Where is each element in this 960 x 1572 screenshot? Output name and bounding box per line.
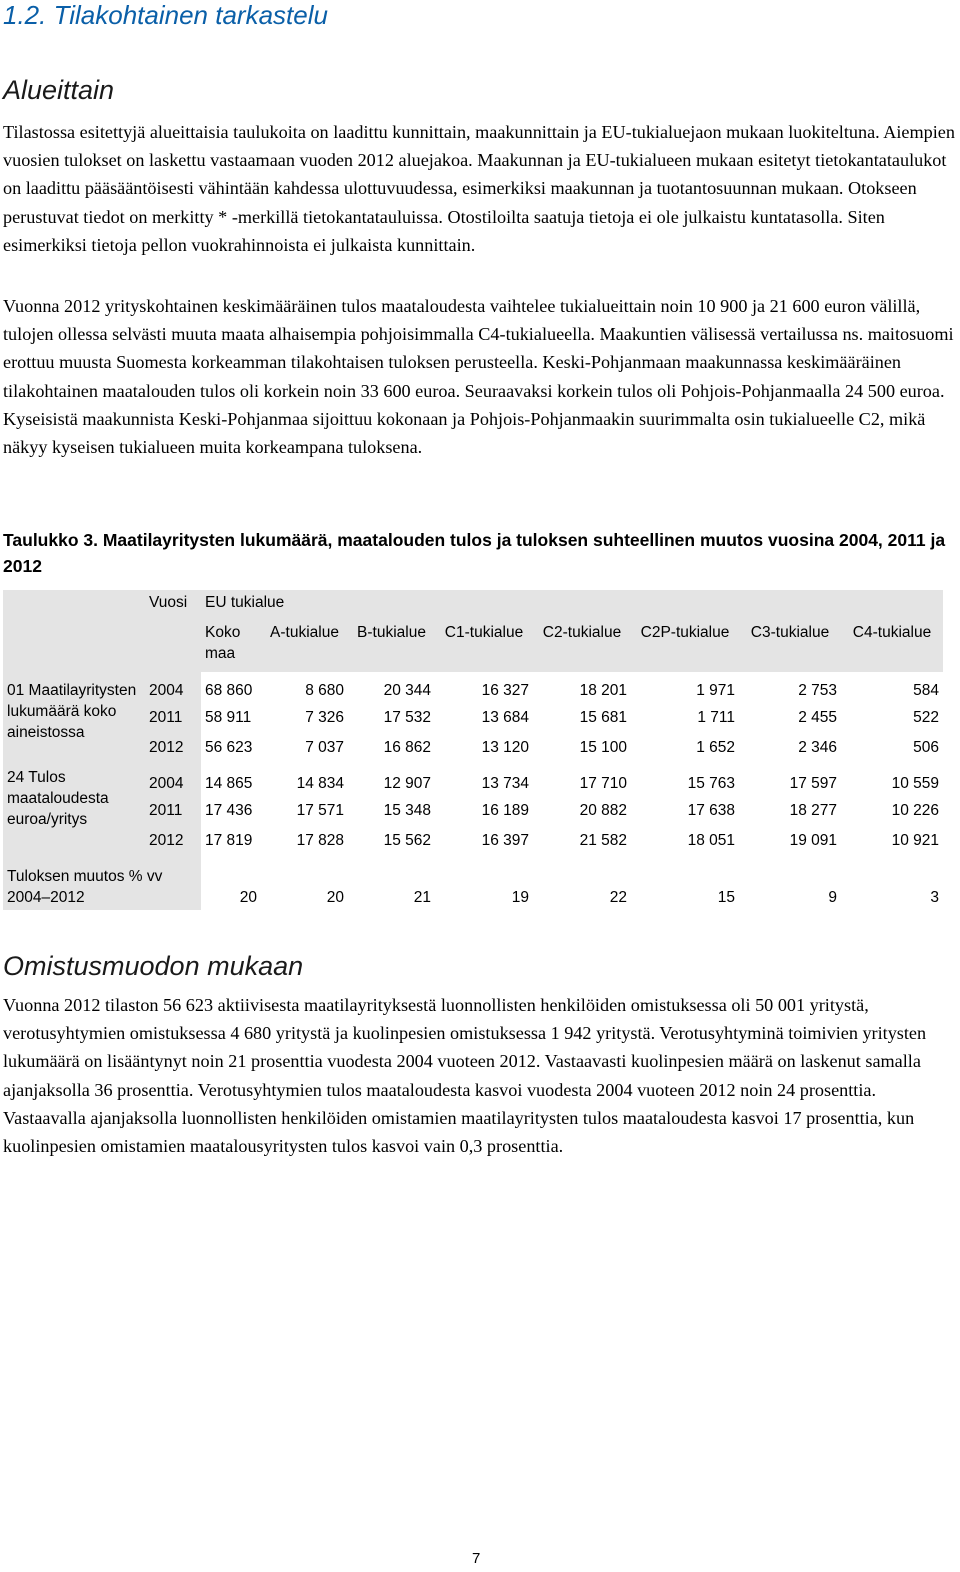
value-cell: 15 681 xyxy=(579,709,627,726)
value-cell: 17 436 xyxy=(205,802,253,819)
value-cell: 10 226 xyxy=(891,802,940,819)
year-cell: 2004 xyxy=(145,672,201,705)
change-value-cell: 22 xyxy=(609,889,627,906)
table-caption: Taulukko 3. Maatilayritysten lukumäärä, maatalouden tulos ja tuloksen suhteellinen muutos vuosina 2004, 2011 ja 2012 xyxy=(3,530,946,576)
value-cell: 10 559 xyxy=(891,775,940,792)
header-vuosi: Vuosi xyxy=(149,594,188,611)
value-cell: 15 763 xyxy=(687,775,735,792)
value-cell: 13 734 xyxy=(481,775,529,792)
group-label: 01 Maatilayritysten lukumäärä koko aineistossa xyxy=(3,672,145,765)
value-cell: 21 582 xyxy=(579,832,627,849)
value-cell: 10 921 xyxy=(891,832,940,849)
value-cell: 17 710 xyxy=(579,775,627,792)
table-row xyxy=(3,672,943,705)
subheading-alueittain: Alueittain xyxy=(3,75,115,105)
value-cell: 18 277 xyxy=(789,802,837,819)
change-row xyxy=(3,858,943,910)
column-header: C1-tukialue xyxy=(444,624,524,641)
value-cell: 13 120 xyxy=(481,739,529,756)
group-label: 24 Tulos maataloudesta euroa/yritys xyxy=(3,765,145,858)
value-cell: 17 571 xyxy=(296,802,344,819)
value-cell: 17 597 xyxy=(789,775,837,792)
value-cell: 17 828 xyxy=(296,832,344,849)
value-cell: 1 971 xyxy=(696,682,735,699)
value-cell: 15 562 xyxy=(383,832,431,849)
column-header: C2-tukialue xyxy=(542,624,622,641)
change-label: Tuloksen muutos % vv 2004–2012 xyxy=(3,858,201,910)
value-cell: 19 091 xyxy=(789,832,837,849)
paragraph-2: Vuonna 2012 yrityskohtainen keskimääräinen tulos maataloudesta vaihtelee tukialueittain noin 10 900 ja 21 600 euron välillä, tulojen ollessa selvästi muuta maata alhaisempia pohjoisimmalla C4-tukialueella. Maakuntien välisessä vertailussa ns. maitosuomi erottuu muusta Suomesta korkeamman tilakohtaisen tuloksen perusteella. Keski-Pohjanmaan maakunnassa keskimääräinen tilakohtainen maatalouden tulos oli korkein noin 33 600 euroa. Seuraavaksi korkein tulos oli Pohjois-Pohjanmaalla 24 500 euroa. Kyseisistä maakunnista Keski-Pohjanmaa sijoittuu kokonaan ja Pohjois-Pohjanmaakin suurimmalta osin tukialueelle C2, mikä näkyy kyseisen tukialueen muita korkeampana tuloksena. xyxy=(3,296,954,458)
column-header: C4-tukialue xyxy=(852,624,932,641)
value-cell: 17 819 xyxy=(205,832,253,849)
value-cell: 7 326 xyxy=(305,709,344,726)
table-row xyxy=(3,765,943,798)
year-cell: 2011 xyxy=(145,705,201,735)
value-cell: 16 327 xyxy=(481,682,529,699)
value-cell: 17 532 xyxy=(383,709,431,726)
paragraph-1: Tilastossa esitettyjä alueittaisia taulukoita on laadittu kunnittain, maakunnittain ja EU-tukialuejaon mukaan luokiteltuna. Aiempien vuosien tulokset on laskettu vastaamaan vuoden 2012 aluejakoa. Maakunnan ja EU-tukialueen mukaan esitetyt tietokantataulukot on laadittu pääsääntöisesti vähintään kahdessa ulottuvuudessa, esimerkiksi maakunnan ja tuotantosuunnan mukaan. Otokseen perustuvat tiedot on merkitty * -merkillä tietokantatauluissa. Otostiloilta saatuja tietoja ei ole julkaistu kuntatasolla. Siten esimerkiksi tietoja pellon vuokrahinnoista ei julkaista kunnittain. xyxy=(3,122,955,255)
value-cell: 2 346 xyxy=(798,739,837,756)
data-table xyxy=(3,590,943,910)
value-cell: 15 348 xyxy=(383,802,431,819)
value-cell: 584 xyxy=(913,682,940,699)
value-cell: 20 344 xyxy=(383,682,431,699)
value-cell: 16 397 xyxy=(481,832,529,849)
value-cell: 2 455 xyxy=(798,709,837,726)
value-cell: 58 911 xyxy=(205,709,252,726)
value-cell: 1 652 xyxy=(696,739,735,756)
value-cell: 14 834 xyxy=(296,775,344,792)
change-value-cell: 21 xyxy=(413,889,431,906)
value-cell: 13 684 xyxy=(481,709,529,726)
value-cell: 506 xyxy=(913,739,940,756)
change-value-cell: 20 xyxy=(239,889,257,906)
value-cell: 12 907 xyxy=(383,775,431,792)
value-cell: 16 189 xyxy=(481,802,529,819)
column-header: A-tukialue xyxy=(270,624,339,641)
column-header: Koko maa xyxy=(205,624,241,662)
year-cell: 2012 xyxy=(145,735,201,765)
value-cell: 17 638 xyxy=(687,802,735,819)
header-empty xyxy=(145,620,201,672)
header-row-2 xyxy=(3,620,943,672)
column-header: C2P-tukialue xyxy=(640,624,730,641)
year-cell: 2011 xyxy=(145,798,201,828)
value-cell: 15 100 xyxy=(579,739,627,756)
change-value-cell: 19 xyxy=(511,889,529,906)
year-cell: 2004 xyxy=(145,765,201,798)
value-cell: 14 865 xyxy=(205,775,253,792)
value-cell: 56 623 xyxy=(205,739,253,756)
change-value-cell: 20 xyxy=(326,889,344,906)
value-cell: 7 037 xyxy=(305,739,344,756)
change-value-cell: 15 xyxy=(717,889,735,906)
value-cell: 522 xyxy=(913,709,940,726)
header-empty xyxy=(3,620,145,672)
year-cell: 2012 xyxy=(145,828,201,858)
change-value-cell: 9 xyxy=(828,889,837,906)
header-empty xyxy=(3,590,145,620)
page-number: 7 xyxy=(472,1550,481,1567)
value-cell: 18 051 xyxy=(687,832,735,849)
column-header: C3-tukialue xyxy=(750,624,830,641)
section-heading: 1.2. Tilakohtainen tarkastelu xyxy=(3,0,328,30)
value-cell: 18 201 xyxy=(579,682,627,699)
value-cell: 8 680 xyxy=(305,682,344,699)
value-cell: 68 860 xyxy=(205,682,253,699)
change-value-cell: 3 xyxy=(930,889,940,906)
paragraph-3: Vuonna 2012 tilaston 56 623 aktiivisesta maatilayrityksestä luonnollisten henkilöiden omistuksessa oli 50 001 yritystä, verotusyhtymien omistuksessa 4 680 yritystä ja kuolinpesien omistuksessa 1 942 yritystä. Verotusyhtyminä toimivien yritysten lukumäärä on lisääntynyt noin 21 prosenttia vuodesta 2004 vuoteen 2012. Vastaavasti kuolinpesien määrä on laskenut samalla ajanjaksolla 36 prosenttia. Verotusyhtymien tulos maataloudesta kasvoi vuodesta 2004 vuoteen 2012 noin 24 prosenttia. Vastaavalla ajanjaksolla luonnollisten henkilöiden omistamien maatilayritysten tulos maataloudesta kasvoi 17 prosenttia, kun kuolinpesien omistamien maatalousyritysten tulos kasvoi vain 0,3 prosenttia. xyxy=(3,995,927,1157)
table-body xyxy=(3,590,943,910)
header-eu-tukialue: EU tukialue xyxy=(205,594,285,611)
value-cell: 16 862 xyxy=(383,739,431,756)
header-row-1 xyxy=(3,590,943,620)
value-cell: 20 882 xyxy=(579,802,627,819)
column-header: B-tukialue xyxy=(357,624,426,641)
value-cell: 2 753 xyxy=(798,682,837,699)
subheading-omistusmuoto: Omistusmuodon mukaan xyxy=(3,951,304,981)
value-cell: 1 711 xyxy=(697,709,735,726)
